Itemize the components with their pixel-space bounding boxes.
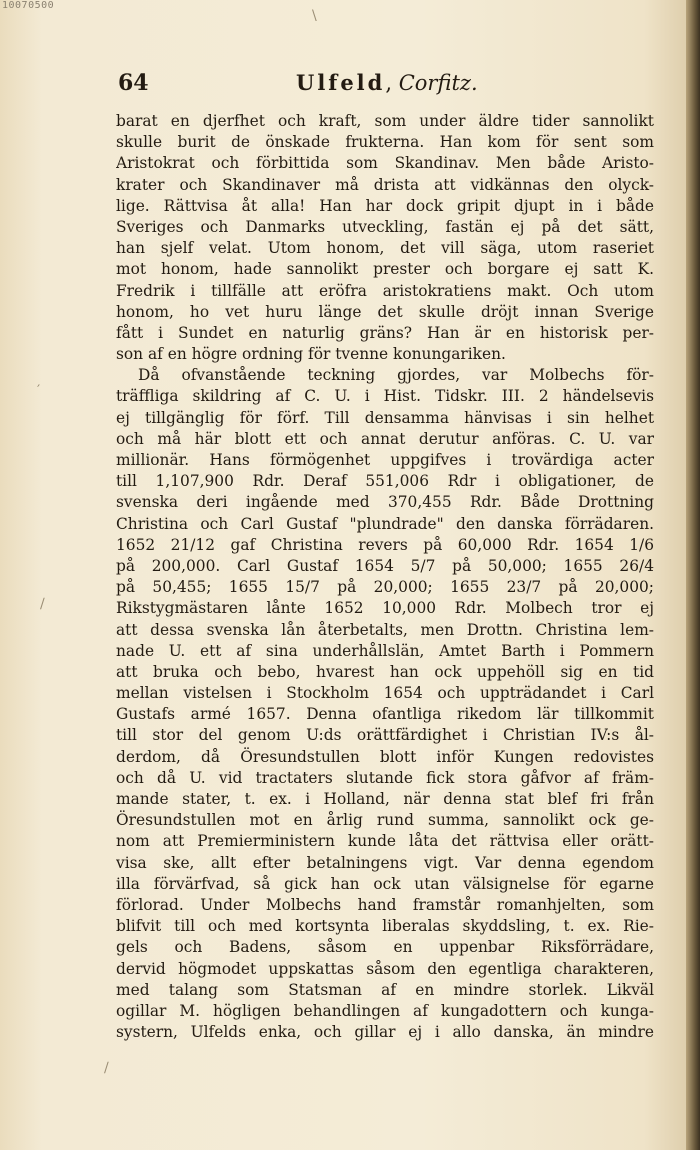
text-line: krater och Skandinaver må drista att vidkännas den olyck- [116, 175, 654, 194]
text-line: och må här blott ett och annat derutur anföras. C. U. var [116, 429, 654, 448]
running-head: Ulfeld, Corfitz. [296, 70, 478, 95]
text-line: nom att Premierministern kunde låta det rättvisa eller orätt- [116, 832, 654, 851]
text-line: och då U. vid tractaters slutande fick stora gåfvor af främ- [116, 768, 654, 787]
text-line: 1652 21/12 gaf Christina revers på 60,000 Rdr. 1654 1/6 [116, 535, 654, 554]
text-line: till stor del genom U:ds orättfärdighet i Christian IV:s ål- [116, 726, 654, 745]
text-line: dervid högmodet uppskattas såsom den egentliga charakteren, [116, 959, 654, 978]
text-line: millionär. Hans förmögenhet uppgifves i trovärdiga acter [116, 451, 654, 469]
speck-mark: \ [312, 8, 317, 24]
scan-identifier: 10070500 [2, 0, 55, 11]
text-line: träffliga skildring af C. U. i Hist. Tidskr. III. 2 händelsevis [116, 387, 654, 406]
text-line: honom, ho vet huru länge det skulle dröjt innan Sverige [116, 302, 654, 321]
text-line: mande stater, t. ex. i Holland, när denna stat blef fri från [116, 790, 654, 808]
margin-mark: ′ [37, 383, 41, 399]
text-line: illa förvärfvad, så gick han ock utan välsignelse för egarne [116, 874, 654, 893]
text-line: ogillar M. högligen behandlingen af kungadottern och kunga- [116, 1001, 654, 1020]
speck-mark: ∕ [104, 1060, 109, 1076]
body-text [116, 111, 654, 1043]
text-line: mot honom, hade sannolikt prester och borgare ej satt K. [116, 260, 654, 279]
text-line: skulle burit de önskade frukterna. Han kom för sent som [116, 133, 654, 152]
text-line: derdom, då Öresundstullen blott inför Kungen redovistes [116, 747, 654, 766]
text-line: Christina och Carl Gustaf "plundrade" den danska förrädaren. [116, 514, 654, 533]
text-line: svenska deri ingående med 370,455 Rdr. Både Drottning [116, 493, 654, 512]
running-head-surname: Ulfeld [296, 70, 386, 95]
text-line: fått i Sundet en naturlig gräns? Han är en historisk per- [116, 323, 654, 342]
text-line: på 50,455; 1655 15/7 på 20,000; 1655 23/7 på 20,000; [116, 578, 654, 597]
text-line: Då ofvanstående teckning gjordes, var Molbechs för- [138, 366, 654, 385]
text-line: visa ske, allt efter betalningens vigt. Var denna egendom [116, 853, 654, 872]
text-line: gels och Badens, såsom en uppenbar Riksförrädare, [116, 938, 654, 957]
text-line: lige. Rättvisa åt alla! Han har dock gripit djupt in i både [116, 196, 654, 215]
text-line: Gustafs armé 1657. Denna ofantliga rikedom lär tillkommit [116, 705, 654, 724]
text-line: Öresundstullen mot en årlig rund summa, sannolikt ock ge- [116, 811, 654, 830]
text-line: han sjelf velat. Utom honom, det vill säga, utom raseriet [116, 239, 654, 258]
text-line: till 1,107,900 Rdr. Deraf 551,006 Rdr i obligationer, de [116, 472, 654, 491]
text-line: ej tillgänglig för förf. Till densamma hänvisas i sin helhet [116, 408, 654, 427]
text-line: på 200,000. Carl Gustaf 1654 5/7 på 50,000; 1655 26/4 [116, 556, 654, 575]
page-number: 64 [118, 70, 149, 96]
text-line: Rikstygmästaren lånte 1652 10,000 Rdr. Molbech tror ej [116, 599, 654, 618]
text-line: förlorad. Under Molbechs hand framstår romanhjelten, som [116, 895, 654, 914]
text-line: blifvit till och med kortsynta liberalas skyddsling, t. ex. Rie- [116, 917, 654, 936]
margin-mark: ∕ [40, 596, 45, 612]
text-line: mellan vistelsen i Stockholm 1654 och uppträdandet i Carl [116, 684, 654, 703]
text-line: systern, Ulfelds enka, och gillar ej i allo danska, än mindre [116, 1023, 654, 1042]
text-line: Sveriges och Danmarks utveckling, fastän ej på det sätt, [116, 217, 654, 236]
text-line: att bruka och bebo, hvarest han ock uppehöll sig en tid [116, 662, 654, 681]
text-line: med talang som Statsman af en mindre storlek. Likväl [116, 980, 654, 999]
page-header [118, 70, 658, 100]
text-line: son af en högre ordning för tvenne konungariken. [116, 345, 506, 364]
text-line: barat en djerfhet och kraft, som under äldre tider sannolikt [116, 112, 654, 130]
text-line: nade U. ett af sina underhållslän, Amtet Barth i Pommern [116, 641, 654, 660]
text-line: Aristokrat och förbittida som Skandinav. Men både Aristo- [116, 154, 654, 173]
page-edge-shadow [686, 0, 700, 1150]
text-line: Fredrik i tillfälle att eröfra aristokratiens makt. Och utom [116, 281, 654, 300]
text-line: att dessa svenska lån återbetalts, men Drottn. Christina lem- [116, 620, 654, 639]
running-head-given-name: Corfitz. [398, 71, 478, 95]
